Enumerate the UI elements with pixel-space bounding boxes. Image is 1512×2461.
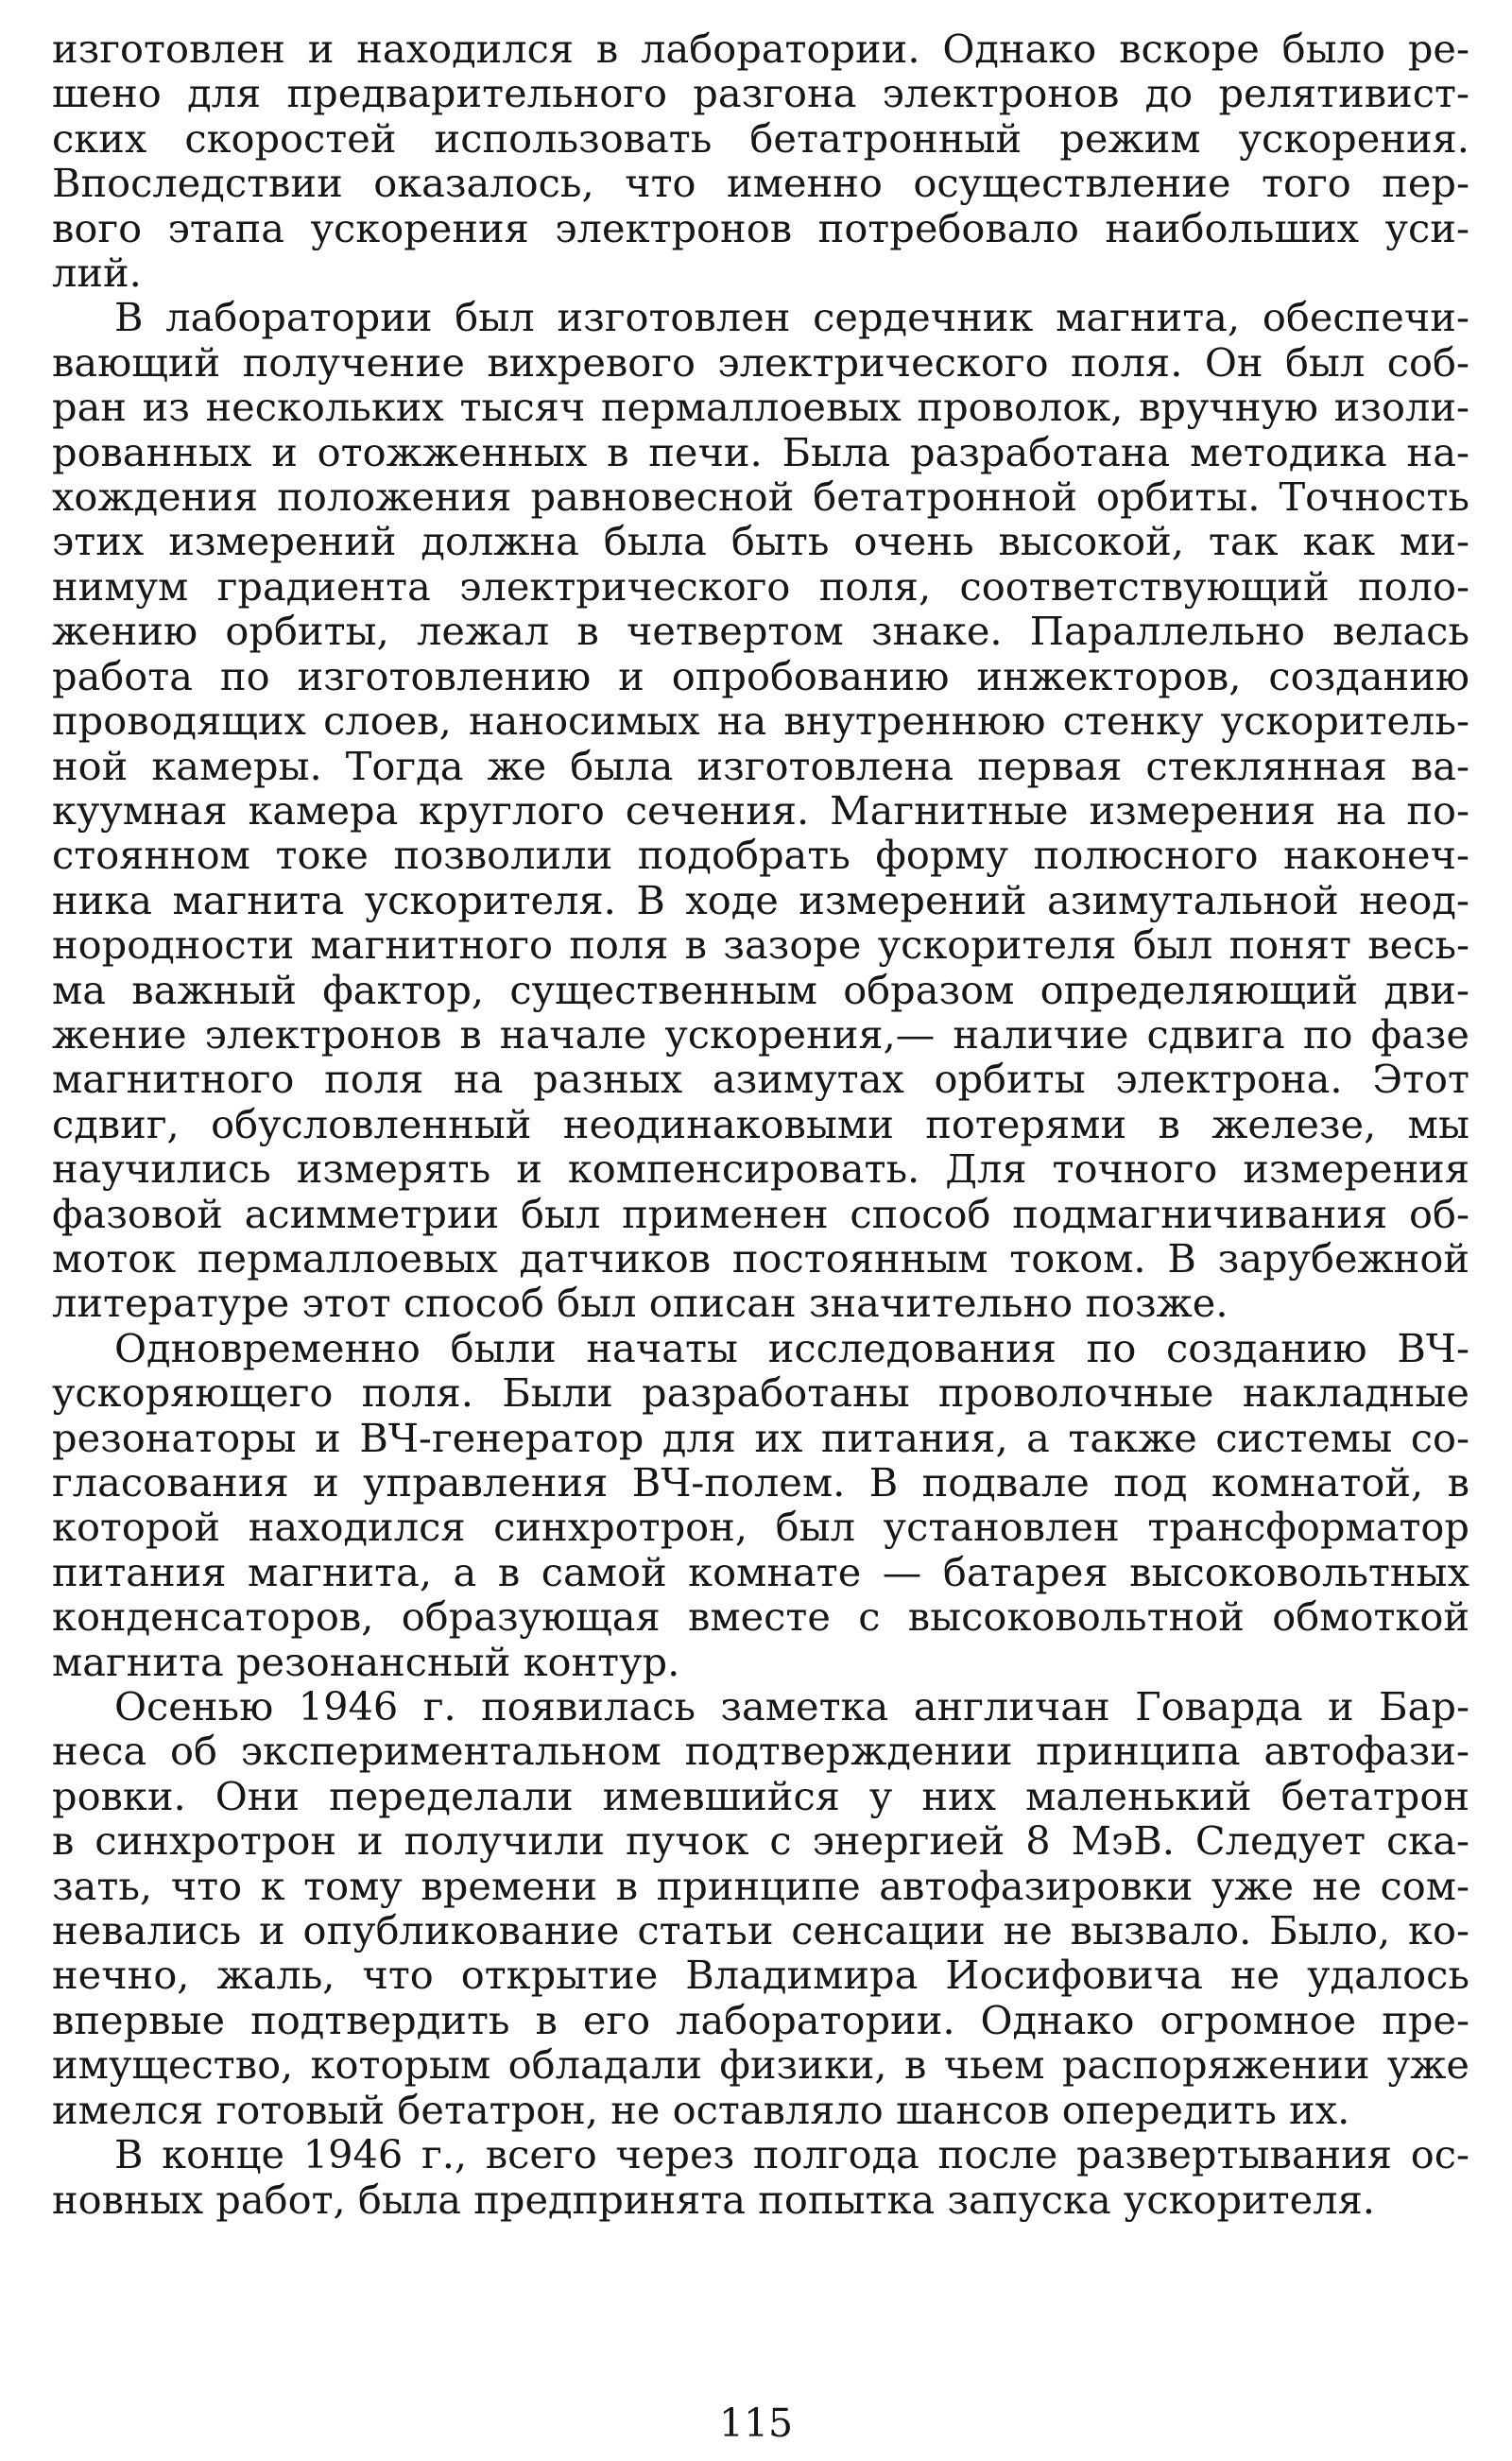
paragraph [52, 1684, 1469, 2132]
text-line: рованных и отожженных в печи. Была разработана методика на- [52, 428, 1469, 475]
text-line: ских скоростей использовать бетатронный режим ускорения. [52, 114, 1469, 162]
text-line: шено для предварительного разгона электронов до релятивист- [52, 70, 1469, 117]
text-line: этих измерений должна была быть очень высокой, так как ми- [52, 518, 1469, 565]
text-line: нородности магнитного поля в зазоре ускорителя был понят весь- [52, 921, 1469, 969]
text-line: имущество, которым обладали физики, в чьем распоряжении уже [52, 2041, 1469, 2089]
text-line: Осенью 1946 г. появилась заметка англичан Говарда и Бар- [114, 1683, 1469, 1730]
text-line: ника магнита ускорителя. В ходе измерений азимутальной неод- [52, 876, 1469, 923]
text-line: куумная камера круглого сечения. Магнитные измерения на по- [52, 786, 1469, 834]
text-line: работа по изготовлению и опробованию инжекторов, созданию [52, 652, 1469, 699]
text-line: в синхротрон и получили пучок с энергией 8 МэВ. Следует ска- [52, 1817, 1469, 1865]
text-line: Одновременно были начаты исследования по созданию ВЧ- [114, 1324, 1469, 1371]
text-line: нимум градиента электрического поля, соответствующий поло- [52, 562, 1469, 610]
text-line: резонаторы и ВЧ-генератор для их питания, а также системы со- [52, 1414, 1469, 1461]
text-line: неса об экспериментальном подтверждении принципа автофази- [52, 1728, 1469, 1775]
text-line: зать, что к тому времени в принципе автофазировки уже не сом- [52, 1862, 1469, 1909]
text-line: научились измерять и компенсировать. Для точного измерения [52, 1145, 1469, 1193]
text-line: ной камеры. Тогда же была изготовлена первая стеклянная ва- [52, 742, 1469, 789]
text-line: имелся готовый бетатрон, не оставляло шансов опередить их. [52, 2086, 1350, 2133]
text-line: жению орбиты, лежал в четвертом знаке. Параллельно велась [52, 608, 1469, 655]
text-line: магнита резонансный контур. [52, 1638, 680, 1685]
text-line: изготовлен и находился в лаборатории. Однако вскоре было ре- [52, 26, 1469, 72]
text-line: которой находился синхротрон, был установлен трансформатор [52, 1504, 1469, 1551]
text-line: вающий получение вихревого электрического поля. Он был соб- [52, 338, 1469, 386]
text-line: сдвиг, обусловленный неодинаковыми потерями в железе, мы [52, 1100, 1469, 1147]
text-line: литературе этот способ был описан значительно позже. [52, 1280, 1228, 1327]
text-line: впервые подтвердить в его лаборатории. Однако огромное пре- [52, 1996, 1469, 2043]
text-line: гласования и управления ВЧ-полем. В подвале под комнатой, в [52, 1459, 1469, 1506]
text-line: В лаборатории был изготовлен сердечник магнита, обеспечи- [114, 294, 1469, 341]
text-line: ран из нескольких тысяч пермаллоевых проволок, вручную изоли- [52, 384, 1469, 431]
text-line: вого этапа ускорения электронов потребовало наибольших уси- [52, 204, 1469, 251]
text-line: ускоряющего поля. Были разработаны проволочные накладные [52, 1369, 1469, 1417]
text-line: новных работ, была предпринята попытка запуска ускорителя. [52, 2176, 1375, 2223]
paragraph [52, 1326, 1469, 1684]
text-line: питания магнита, а в самой комнате — батарея высоковольтных [52, 1548, 1469, 1595]
text-line: хождения положения равновесной бетатронной орбиты. Точность [52, 473, 1469, 521]
paragraph [52, 2132, 1469, 2222]
text-line: фазовой асимметрии был применен способ подмагничивания об- [52, 1190, 1469, 1237]
page-body [52, 26, 1469, 2222]
text-line: магнитного поля на разных азимутах орбиты электрона. Этот [52, 1056, 1469, 1103]
text-line: конденсаторов, образующая вместе с высоковольтной обмоткой [52, 1593, 1469, 1641]
text-line: ровки. Они переделали имевшийся у них маленький бетатрон [52, 1772, 1469, 1819]
text-line: стоянном токе позволили подобрать форму полюсного наконеч- [52, 832, 1469, 879]
paragraph [52, 295, 1469, 1325]
text-line: ма важный фактор, существенным образом определяющий дви- [52, 966, 1469, 1013]
text-line: нечно, жаль, что открытие Владимира Иосифовича не удалось [52, 1952, 1469, 1999]
text-line: моток пермаллоевых датчиков постоянным током. В зарубежной [52, 1234, 1469, 1282]
text-line: проводящих слоев, наносимых на внутреннюю стенку ускоритель- [52, 697, 1469, 745]
text-line: лий. [52, 250, 142, 297]
paragraph [52, 26, 1469, 295]
text-line: жение электронов в начале ускорения,— наличие сдвига по фазе [52, 1010, 1469, 1058]
text-line: Впоследствии оказалось, что именно осуществление того пер- [52, 160, 1469, 207]
page-number: 115 [718, 2401, 794, 2446]
text-line: В конце 1946 г., всего через полгода после развертывания ос- [114, 2131, 1469, 2178]
text-line: невались и опубликование статьи сенсации не вызвало. Было, ко- [52, 1907, 1469, 1954]
